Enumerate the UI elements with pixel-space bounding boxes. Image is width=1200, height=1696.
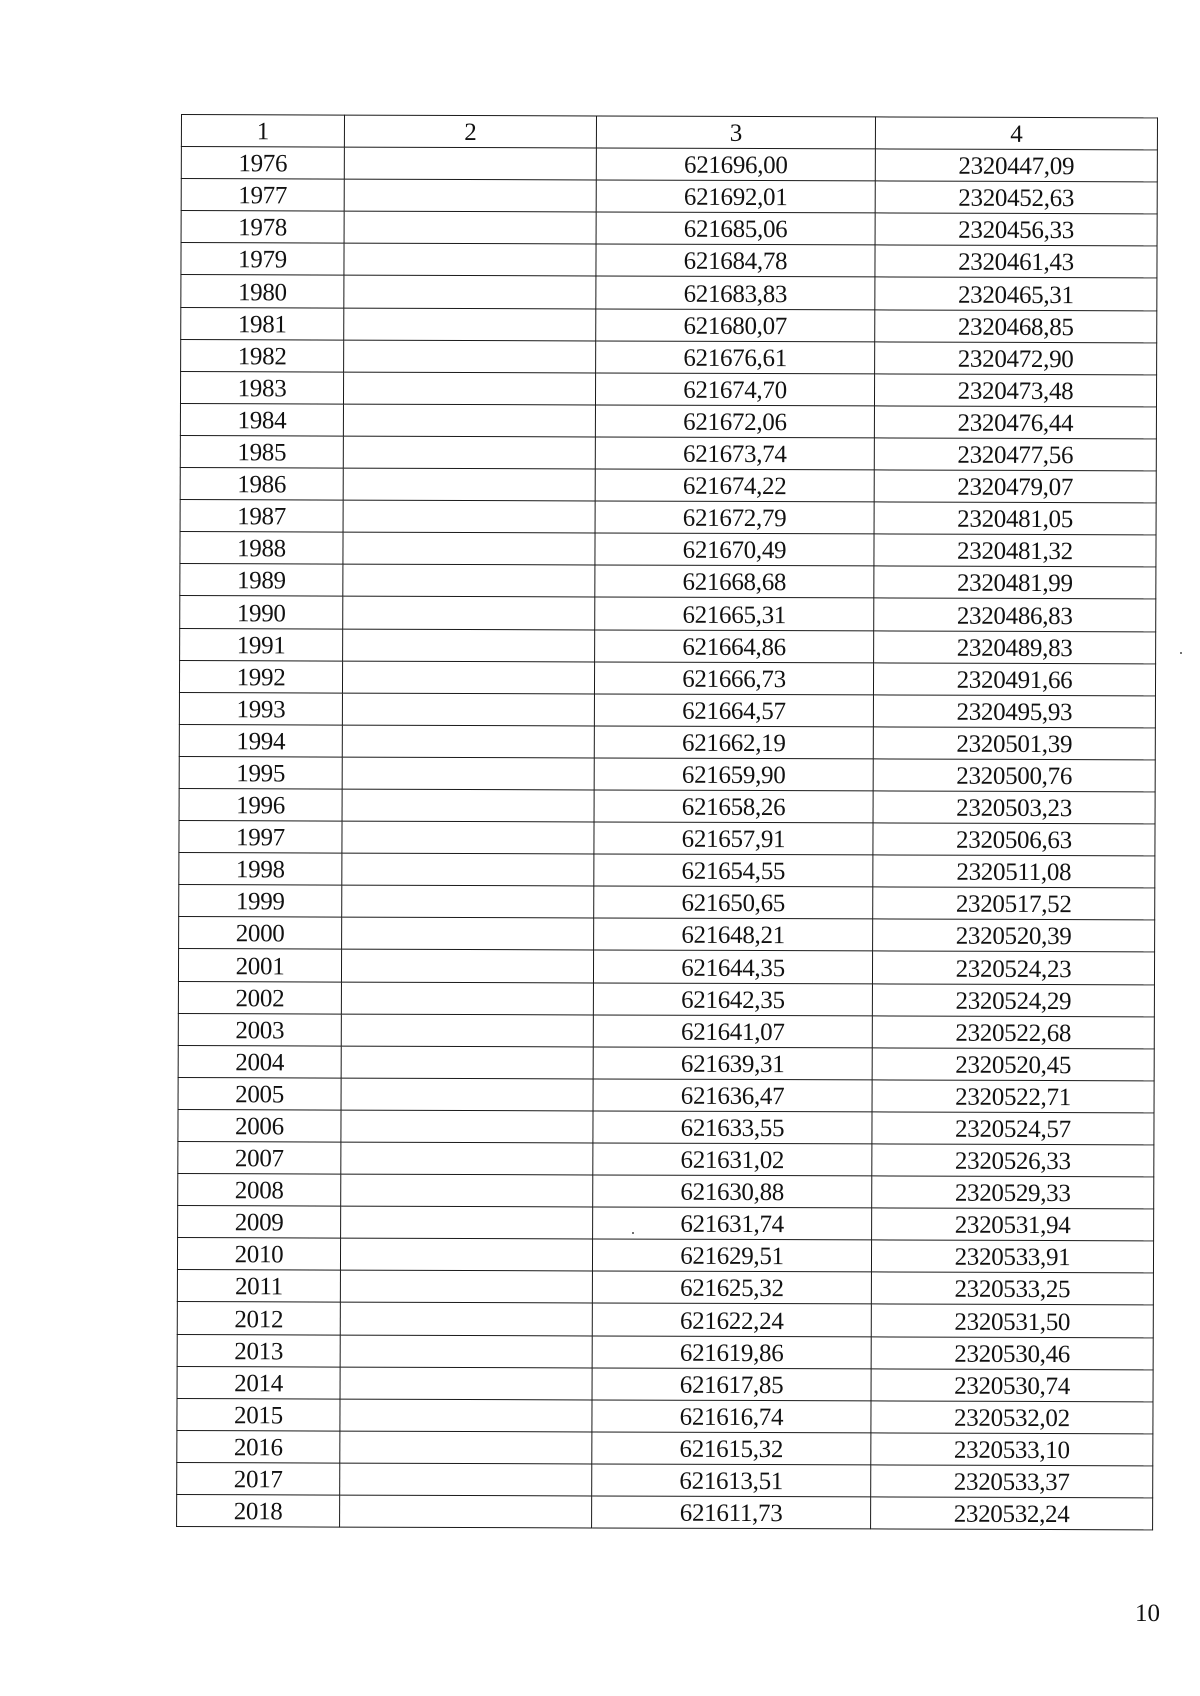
table-cell-col-4: 2320520,45 bbox=[872, 1048, 1154, 1081]
scan-speck bbox=[632, 1232, 634, 1234]
table-cell-col-3: 621672,79 bbox=[595, 501, 874, 534]
column-header-1: 1 bbox=[181, 115, 344, 148]
table-cell-col-2 bbox=[340, 1463, 592, 1496]
table-row bbox=[178, 1077, 1154, 1113]
table-cell-col-4: 2320532,02 bbox=[871, 1401, 1153, 1434]
table-cell-col-4: 2320524,29 bbox=[872, 983, 1154, 1016]
table-cell-col-4: 2320473,48 bbox=[874, 374, 1156, 407]
table-row bbox=[181, 179, 1157, 215]
table-row bbox=[177, 1462, 1153, 1498]
table-cell-col-1: 1976 bbox=[181, 147, 344, 180]
table-cell-col-4: 2320532,24 bbox=[871, 1497, 1153, 1530]
table-cell-col-4: 2320529,33 bbox=[872, 1176, 1154, 1209]
table-row bbox=[180, 371, 1156, 407]
table-cell-col-1: 2013 bbox=[177, 1334, 340, 1367]
table-cell-col-2 bbox=[340, 1335, 592, 1368]
table-cell-col-3: 621684,78 bbox=[596, 244, 875, 277]
table-cell-col-4: 2320517,52 bbox=[873, 887, 1155, 920]
table-cell-col-1: 2012 bbox=[177, 1302, 340, 1335]
table-row bbox=[178, 981, 1154, 1017]
scan-speck bbox=[1180, 652, 1182, 654]
table-cell-col-1: 2015 bbox=[177, 1398, 340, 1431]
table-cell-col-1: 1992 bbox=[179, 660, 342, 693]
table-cell-col-2 bbox=[343, 404, 595, 437]
table-cell-col-1: 1977 bbox=[181, 179, 344, 212]
table-cell-col-2 bbox=[342, 693, 594, 726]
table-cell-col-4: 2320524,23 bbox=[872, 951, 1154, 984]
table-cell-col-1: 2018 bbox=[177, 1495, 340, 1528]
table-row bbox=[178, 1013, 1154, 1049]
table-cell-col-3: 621657,91 bbox=[594, 822, 873, 855]
table-cell-col-2 bbox=[342, 725, 594, 758]
table-cell-col-2 bbox=[341, 1110, 593, 1143]
table-cell-col-4: 2320533,25 bbox=[871, 1272, 1153, 1305]
table-row bbox=[178, 1045, 1154, 1081]
table-row bbox=[178, 1174, 1154, 1210]
table-cell-col-1: 1984 bbox=[180, 403, 343, 436]
table-body bbox=[177, 115, 1158, 1531]
table-row bbox=[180, 403, 1156, 439]
table-cell-col-1: 1996 bbox=[179, 788, 342, 821]
table-cell-col-4: 2320501,39 bbox=[873, 727, 1155, 760]
table-cell-col-1: 2008 bbox=[178, 1174, 341, 1207]
table-cell-col-3: 621665,31 bbox=[595, 597, 874, 630]
table-cell-col-4: 2320522,68 bbox=[872, 1016, 1154, 1049]
table-cell-col-1: 2006 bbox=[178, 1109, 341, 1142]
table-cell-col-3: 621641,07 bbox=[593, 1015, 872, 1048]
table-cell-col-1: 1987 bbox=[180, 500, 343, 533]
table-cell-col-3: 621666,73 bbox=[594, 662, 873, 695]
table-cell-col-3: 621692,01 bbox=[596, 180, 875, 213]
table-cell-col-1: 2005 bbox=[178, 1077, 341, 1110]
table-row bbox=[178, 1206, 1154, 1242]
coordinates-table bbox=[176, 114, 1158, 1531]
table-cell-col-1: 1990 bbox=[180, 596, 343, 629]
table-cell-col-2 bbox=[340, 1431, 592, 1464]
table-cell-col-4: 2320477,56 bbox=[874, 438, 1156, 471]
table-cell-col-2 bbox=[344, 243, 596, 276]
table-cell-col-2 bbox=[343, 500, 595, 533]
table-cell-col-3: 621629,51 bbox=[592, 1239, 871, 1272]
table-cell-col-3: 621633,55 bbox=[593, 1111, 872, 1144]
table-cell-col-3: 621617,85 bbox=[592, 1368, 871, 1401]
table-cell-col-2 bbox=[343, 372, 595, 405]
table-cell-col-2 bbox=[342, 917, 594, 950]
table-cell-col-3: 621639,31 bbox=[593, 1047, 872, 1080]
table-cell-col-2 bbox=[341, 1014, 593, 1047]
table-cell-col-1: 1980 bbox=[181, 275, 344, 308]
table-header-row bbox=[181, 115, 1157, 151]
table-cell-col-3: 621616,74 bbox=[592, 1400, 871, 1433]
table-cell-col-4: 2320489,83 bbox=[874, 630, 1156, 663]
table-cell-col-3: 621630,88 bbox=[593, 1175, 872, 1208]
table-cell-col-2 bbox=[341, 1174, 593, 1207]
table-cell-col-4: 2320481,05 bbox=[874, 502, 1156, 535]
table-cell-col-4: 2320465,31 bbox=[875, 277, 1157, 310]
table-cell-col-2 bbox=[344, 211, 596, 244]
table-cell-col-1: 2009 bbox=[178, 1206, 341, 1239]
table-cell-col-4: 2320491,66 bbox=[873, 663, 1155, 696]
table-cell-col-3: 621622,24 bbox=[592, 1303, 871, 1336]
table-cell-col-3: 621611,73 bbox=[592, 1496, 871, 1529]
table-cell-col-2 bbox=[343, 564, 595, 597]
table-cell-col-3: 621658,26 bbox=[594, 790, 873, 823]
table-cell-col-1: 2007 bbox=[178, 1141, 341, 1174]
table-cell-col-3: 621613,51 bbox=[592, 1464, 871, 1497]
table-cell-col-2 bbox=[342, 853, 594, 886]
table-cell-col-2 bbox=[340, 1303, 592, 1336]
table-cell-col-1: 1999 bbox=[179, 885, 342, 918]
table-cell-col-2 bbox=[344, 147, 596, 180]
table-row bbox=[179, 724, 1155, 760]
table-row bbox=[181, 211, 1157, 247]
page-number: 10 bbox=[1135, 1600, 1160, 1627]
table-cell-col-1: 1997 bbox=[179, 821, 342, 854]
table-cell-col-3: 621615,32 bbox=[592, 1432, 871, 1465]
table-cell-col-1: 1981 bbox=[181, 307, 344, 340]
table-cell-col-3: 621642,35 bbox=[593, 982, 872, 1015]
table-cell-col-3: 621659,90 bbox=[594, 758, 873, 791]
table-row bbox=[179, 788, 1155, 824]
table-row bbox=[181, 307, 1157, 343]
table-cell-col-4: 2320481,32 bbox=[874, 534, 1156, 567]
table-cell-col-3: 621683,83 bbox=[596, 276, 875, 309]
table-cell-col-1: 1995 bbox=[179, 756, 342, 789]
table-cell-col-1: 2002 bbox=[178, 981, 341, 1014]
table-cell-col-1: 1985 bbox=[180, 435, 343, 468]
table-row bbox=[179, 756, 1155, 792]
table-row bbox=[180, 532, 1156, 568]
table-row bbox=[181, 243, 1157, 279]
table-cell-col-1: 2016 bbox=[177, 1430, 340, 1463]
table-cell-col-2 bbox=[343, 629, 595, 662]
table-cell-col-3: 621636,47 bbox=[593, 1079, 872, 1112]
table-row bbox=[179, 660, 1155, 696]
table-row bbox=[177, 1270, 1153, 1306]
table-cell-col-1: 2014 bbox=[177, 1366, 340, 1399]
table-cell-col-4: 2320530,74 bbox=[871, 1369, 1153, 1402]
table-row bbox=[179, 821, 1155, 857]
table-cell-col-1: 2004 bbox=[178, 1045, 341, 1078]
table-cell-col-3: 621664,57 bbox=[594, 694, 873, 727]
table-cell-col-2 bbox=[342, 885, 594, 918]
column-header-2: 2 bbox=[344, 115, 596, 148]
table-cell-col-4: 2320511,08 bbox=[873, 855, 1155, 888]
table-cell-col-3: 621650,65 bbox=[594, 886, 873, 919]
table-cell-col-1: 2000 bbox=[179, 917, 342, 950]
table-row bbox=[180, 468, 1156, 504]
table-cell-col-1: 1998 bbox=[179, 853, 342, 886]
table-cell-col-2 bbox=[342, 757, 594, 790]
table-row bbox=[180, 628, 1156, 664]
table-cell-col-2 bbox=[341, 982, 593, 1015]
table-cell-col-4: 2320531,50 bbox=[871, 1304, 1153, 1337]
table-cell-col-3: 621644,35 bbox=[593, 950, 872, 983]
table-cell-col-4: 2320524,57 bbox=[872, 1112, 1154, 1145]
table-cell-col-2 bbox=[344, 179, 596, 212]
table-row bbox=[177, 1302, 1153, 1338]
table-cell-col-1: 1982 bbox=[181, 339, 344, 372]
table-cell-col-3: 621672,06 bbox=[595, 405, 874, 438]
table-cell-col-4: 2320530,46 bbox=[871, 1336, 1153, 1369]
table-cell-col-1: 1989 bbox=[180, 564, 343, 597]
table-row bbox=[177, 1495, 1153, 1531]
table-cell-col-2 bbox=[341, 950, 593, 983]
table-cell-col-4: 2320526,33 bbox=[872, 1144, 1154, 1177]
table-cell-col-3: 621674,70 bbox=[595, 373, 874, 406]
table-row bbox=[179, 853, 1155, 889]
table-cell-col-2 bbox=[343, 596, 595, 629]
table-cell-col-2 bbox=[344, 276, 596, 309]
table-cell-col-2 bbox=[340, 1270, 592, 1303]
table-cell-col-3: 621631,02 bbox=[593, 1143, 872, 1176]
table-cell-col-4: 2320461,43 bbox=[875, 245, 1157, 278]
table-cell-col-2 bbox=[344, 340, 596, 373]
table-cell-col-3: 621670,49 bbox=[595, 533, 874, 566]
table-cell-col-2 bbox=[342, 789, 594, 822]
table-cell-col-3: 621664,86 bbox=[595, 629, 874, 662]
table-cell-col-3: 621668,68 bbox=[595, 565, 874, 598]
table-cell-col-4: 2320506,63 bbox=[873, 823, 1155, 856]
table-cell-col-2 bbox=[343, 436, 595, 469]
table-cell-col-3: 621662,19 bbox=[594, 726, 873, 759]
table-cell-col-3: 621685,06 bbox=[596, 212, 875, 245]
table-row bbox=[177, 1398, 1153, 1434]
table-cell-col-4: 2320533,10 bbox=[871, 1433, 1153, 1466]
table-cell-col-2 bbox=[344, 308, 596, 341]
table-row bbox=[181, 339, 1157, 375]
table-cell-col-2 bbox=[340, 1367, 592, 1400]
table-cell-col-2 bbox=[343, 468, 595, 501]
table-cell-col-1: 1986 bbox=[180, 468, 343, 501]
table-cell-col-2 bbox=[341, 1078, 593, 1111]
table-cell-col-1: 1979 bbox=[181, 243, 344, 276]
table-row bbox=[179, 692, 1155, 728]
table-cell-col-4: 2320472,90 bbox=[875, 342, 1157, 375]
table-cell-col-4: 2320468,85 bbox=[875, 309, 1157, 342]
table-cell-col-1: 1991 bbox=[180, 628, 343, 661]
table-cell-col-4: 2320452,63 bbox=[875, 181, 1157, 214]
column-header-3: 3 bbox=[596, 116, 875, 149]
table-cell-col-4: 2320520,39 bbox=[873, 919, 1155, 952]
table-row bbox=[177, 1334, 1153, 1370]
table-cell-col-1: 1994 bbox=[179, 724, 342, 757]
table-cell-col-1: 1978 bbox=[181, 211, 344, 244]
table-row bbox=[180, 500, 1156, 536]
table-cell-col-1: 1988 bbox=[180, 532, 343, 565]
table-cell-col-3: 621625,32 bbox=[592, 1271, 871, 1304]
table-cell-col-3: 621680,07 bbox=[596, 309, 875, 342]
table-row bbox=[181, 147, 1157, 183]
table-cell-col-4: 2320456,33 bbox=[875, 213, 1157, 246]
table-cell-col-2 bbox=[340, 1238, 592, 1271]
table-cell-col-2 bbox=[340, 1495, 592, 1528]
table-row bbox=[180, 596, 1156, 632]
table-row bbox=[177, 1238, 1153, 1274]
table-cell-col-4: 2320447,09 bbox=[875, 149, 1157, 182]
table-row bbox=[178, 1109, 1154, 1145]
table-row bbox=[179, 917, 1155, 953]
table-cell-col-3: 621696,00 bbox=[596, 148, 875, 181]
table-cell-col-4: 2320531,94 bbox=[872, 1208, 1154, 1241]
table-cell-col-1: 2011 bbox=[177, 1270, 340, 1303]
table-cell-col-2 bbox=[341, 1142, 593, 1175]
table-row bbox=[178, 1141, 1154, 1177]
table-cell-col-4: 2320533,91 bbox=[871, 1240, 1153, 1273]
column-header-4: 4 bbox=[875, 117, 1157, 150]
table-cell-col-2 bbox=[342, 661, 594, 694]
table-cell-col-3: 621631,74 bbox=[593, 1207, 872, 1240]
table-cell-col-4: 2320476,44 bbox=[874, 406, 1156, 439]
table-cell-col-2 bbox=[341, 1206, 593, 1239]
table-cell-col-1: 2003 bbox=[178, 1013, 341, 1046]
table-cell-col-1: 2001 bbox=[178, 949, 341, 982]
table-row bbox=[178, 949, 1154, 985]
table-cell-col-4: 2320495,93 bbox=[873, 695, 1155, 728]
table-cell-col-4: 2320522,71 bbox=[872, 1080, 1154, 1113]
table-cell-col-3: 621674,22 bbox=[595, 469, 874, 502]
table-cell-col-3: 621673,74 bbox=[595, 437, 874, 470]
table-cell-col-4: 2320479,07 bbox=[874, 470, 1156, 503]
table-cell-col-2 bbox=[341, 1046, 593, 1079]
table-cell-col-3: 621654,55 bbox=[594, 854, 873, 887]
table-cell-col-4: 2320481,99 bbox=[874, 566, 1156, 599]
table-cell-col-3: 621648,21 bbox=[594, 918, 873, 951]
table-cell-col-2 bbox=[343, 532, 595, 565]
table-cell-col-1: 1993 bbox=[179, 692, 342, 725]
table-cell-col-2 bbox=[342, 821, 594, 854]
table-cell-col-4: 2320503,23 bbox=[873, 791, 1155, 824]
table-cell-col-4: 2320486,83 bbox=[874, 598, 1156, 631]
table-cell-col-4: 2320500,76 bbox=[873, 759, 1155, 792]
table-row bbox=[179, 885, 1155, 921]
table-row bbox=[180, 435, 1156, 471]
table-row bbox=[177, 1430, 1153, 1466]
table-row bbox=[180, 564, 1156, 600]
table-cell-col-4: 2320533,37 bbox=[871, 1465, 1153, 1498]
table-row bbox=[177, 1366, 1153, 1402]
table-cell-col-2 bbox=[340, 1399, 592, 1432]
table-cell-col-1: 2017 bbox=[177, 1462, 340, 1495]
table-cell-col-1: 1983 bbox=[180, 371, 343, 404]
table-cell-col-1: 2010 bbox=[177, 1238, 340, 1271]
table-row bbox=[181, 275, 1157, 311]
table-cell-col-3: 621619,86 bbox=[592, 1336, 871, 1369]
table-cell-col-3: 621676,61 bbox=[596, 341, 875, 374]
